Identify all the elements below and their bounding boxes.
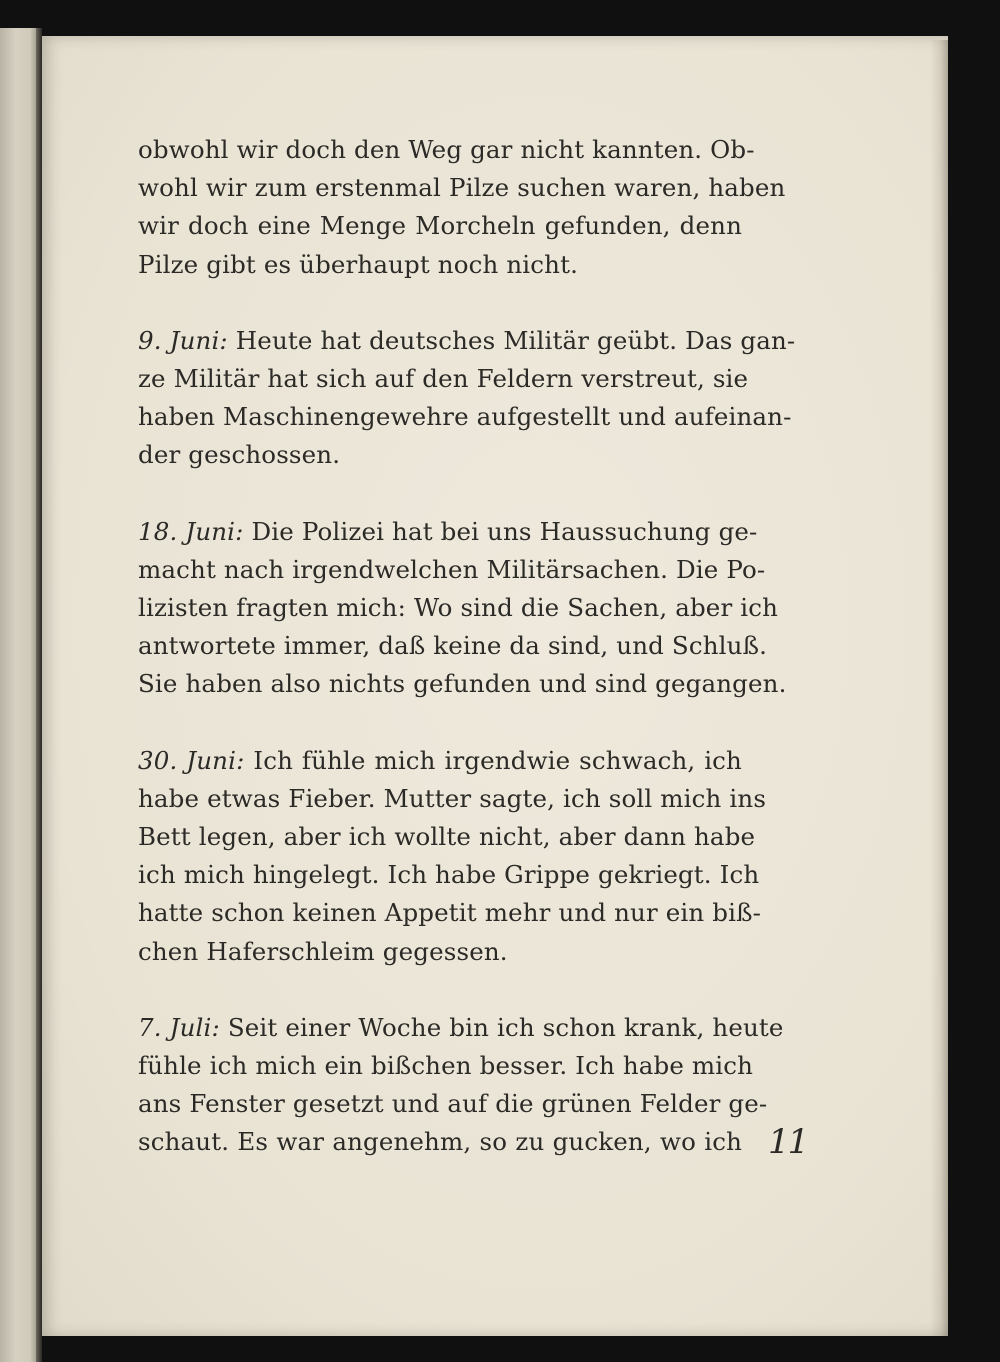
left-page-edge	[0, 28, 40, 1362]
text-line	[138, 513, 758, 551]
diary-entry	[138, 1009, 784, 1162]
text-line: habe etwas Fieber. Mutter sagte, ich soll mich ins	[138, 783, 767, 813]
text-line: lizisten fragten mich: Wo sind die Sachen, aber ich	[138, 593, 779, 623]
text-line: wir doch eine Menge Morcheln gefunden, denn	[138, 211, 742, 241]
diary-entry	[138, 742, 767, 971]
entry-text: Die Polizei hat bei uns Haussuchung ge-	[243, 516, 758, 546]
diary-entry	[138, 322, 796, 475]
text-line: Bett legen, aber ich wollte nicht, aber dann habe	[138, 822, 756, 852]
text-line: ze Militär hat sich auf den Feldern verstreut, sie	[138, 364, 749, 394]
text-line: Pilze gibt es überhaupt noch nicht.	[138, 249, 579, 279]
text-line: hatte schon keinen Appetit mehr und nur ein biß-	[138, 898, 762, 928]
text-line: ans Fenster gesetzt und auf die grünen Felder ge-	[138, 1089, 768, 1119]
page-number: 11	[768, 1122, 808, 1162]
text-line	[138, 742, 742, 780]
entry-date: 7. Juli:	[138, 1012, 220, 1042]
text-line: schaut. Es war angenehm, so zu gucken, wo ich	[138, 1127, 742, 1157]
text-line: ich mich hingelegt. Ich habe Grippe gekriegt. Ich	[138, 860, 760, 890]
text-line: macht nach irgendwelchen Militärsachen. Die Po-	[138, 554, 766, 584]
text-line: Sie haben also nichts gefunden und sind gegangen.	[138, 669, 787, 699]
entry-date: 18. Juni:	[138, 516, 244, 546]
text-line: wohl wir zum erstenmal Pilze suchen waren, haben	[138, 173, 786, 203]
text-line: haben Maschinengewehre aufgestellt und aufeinan-	[138, 402, 792, 432]
entry-text: Ich fühle mich irgendwie schwach, ich	[244, 745, 742, 775]
entry-text: Heute hat deutsches Militär geübt. Das gan-	[227, 325, 796, 355]
text-line: chen Haferschleim gegessen.	[138, 936, 508, 966]
text-line: der geschossen.	[138, 440, 341, 470]
diary-paragraph	[138, 131, 786, 284]
text-line: obwohl wir doch den Weg gar nicht kannten. Ob-	[138, 135, 755, 164]
text-line: antwortete immer, daß keine da sind, und Schluß.	[138, 631, 768, 661]
entry-date: 9. Juni:	[138, 325, 228, 355]
entry-date: 30. Juni:	[138, 745, 245, 775]
text-line	[138, 322, 796, 360]
page-right-edge-shadow	[930, 40, 948, 1336]
entry-text: Seit einer Woche bin ich schon krank, heute	[219, 1012, 784, 1042]
diary-entry	[138, 513, 787, 704]
text-line: fühle ich mich ein bißchen besser. Ich habe mich	[138, 1051, 754, 1081]
text-line	[138, 1009, 784, 1047]
